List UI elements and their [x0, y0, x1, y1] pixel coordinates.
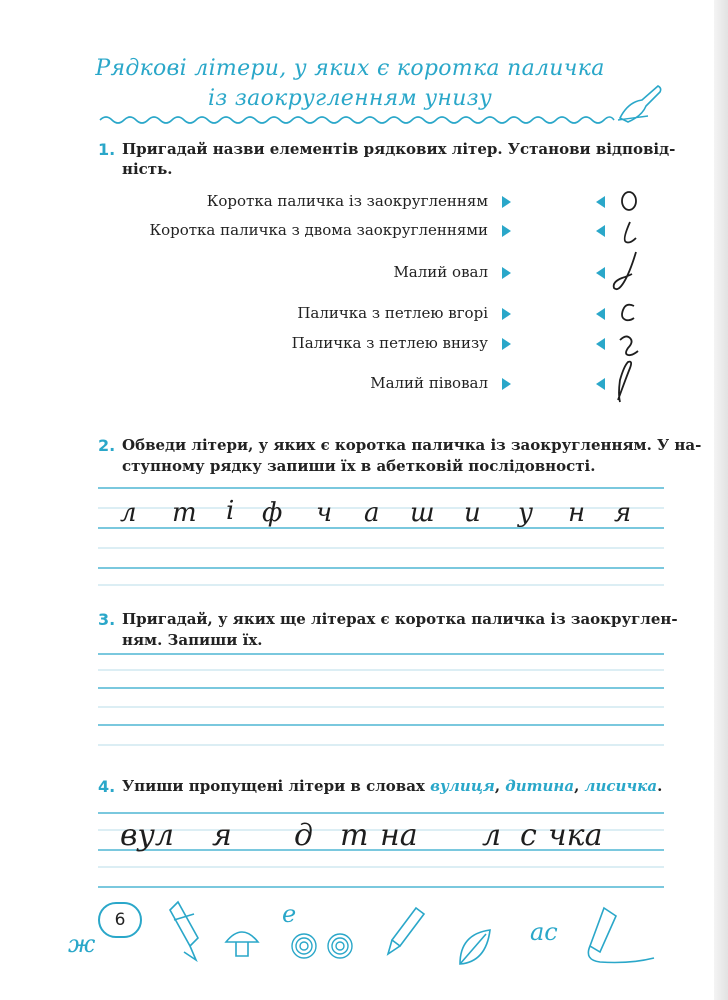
- task1-text-line2: ність.: [122, 160, 173, 178]
- task4-word-lysychka: лисичка: [584, 777, 658, 795]
- match-label-3: Малий овал: [393, 263, 488, 281]
- cursive-letter[interactable]: у: [518, 498, 534, 528]
- cursive-letter[interactable]: л: [120, 498, 137, 528]
- task3-text-line2: ням. Запиши їх.: [122, 631, 263, 649]
- cursive-letter[interactable]: т: [172, 498, 197, 528]
- cursive-letter[interactable]: ш: [410, 498, 435, 528]
- footer-decorations: [0, 880, 728, 1000]
- footer-letter-e: е: [282, 900, 297, 928]
- mushroom-icon: [226, 932, 258, 956]
- task1-number: 1.: [98, 140, 116, 159]
- footer-letter-zh: ж: [68, 930, 96, 958]
- script-word-part[interactable]: вул: [120, 818, 174, 853]
- cursive-letter[interactable]: я: [614, 498, 632, 528]
- pencil-icon: [388, 908, 424, 954]
- spiral-icon: [292, 934, 352, 958]
- script-word-part[interactable]: с: [520, 818, 537, 853]
- task2-number: 2.: [98, 436, 116, 455]
- script-word-part[interactable]: д: [294, 818, 314, 853]
- script-word-part[interactable]: л: [482, 818, 502, 853]
- page-title-line1: Рядкові літери, у яких є коротка паличка: [95, 56, 605, 81]
- task4-prefix: Упиши пропущені літери в словах: [122, 777, 425, 795]
- match-label-5: Паличка з петлею внизу: [291, 334, 488, 352]
- page-title-line2: із заокругленням унизу: [207, 86, 493, 111]
- task2-text-line1: Обведи літери, у яких є коротка паличка із заокругленням. У на-: [122, 436, 702, 454]
- page-number: 6: [98, 902, 142, 938]
- cursive-letter[interactable]: і: [226, 496, 235, 526]
- pen-nib-icon: [170, 902, 198, 960]
- task4-number: 4.: [98, 777, 116, 796]
- task4-word-dytyna: дитина: [505, 777, 575, 795]
- task2-text-line2: ступному рядку запиши їх в абетковій послідовності.: [122, 457, 596, 475]
- match-label-2: Коротка паличка з двома заокругленнями: [149, 221, 488, 239]
- script-word-part[interactable]: т: [340, 818, 369, 853]
- match-label-4: Паличка з петлею вгорі: [297, 304, 488, 322]
- cursive-letter[interactable]: ч: [316, 498, 333, 528]
- task4-text: [122, 775, 662, 797]
- task1-text-line1: Пригадай назви елементів рядкових літер. Установи відповід-: [122, 140, 676, 158]
- cursive-letter[interactable]: н: [568, 498, 586, 528]
- task3-text-line1: Пригадай, у яких ще літерах є коротка паличка із заокруглен-: [122, 610, 678, 628]
- leaf-icon: [460, 930, 490, 964]
- brush-icon: [588, 908, 654, 963]
- task4-comma: ,: [494, 777, 501, 795]
- cursive-letter[interactable]: а: [364, 498, 380, 528]
- script-word-part[interactable]: я: [212, 818, 232, 853]
- match-label-6: Малий півовал: [370, 374, 488, 392]
- task4-period: .: [657, 777, 663, 795]
- script-word-part[interactable]: чка: [548, 818, 603, 853]
- cursive-letter[interactable]: и: [464, 498, 481, 528]
- script-word-part[interactable]: на: [380, 818, 418, 853]
- match-label-1: Коротка паличка із заокругленням: [206, 192, 488, 210]
- footer-letters-as: ас: [530, 918, 558, 946]
- task3-number: 3.: [98, 610, 116, 629]
- task4-word-vulytsia: вулиця: [430, 777, 495, 795]
- task4-comma: ,: [574, 777, 580, 795]
- cursive-letter[interactable]: ф: [262, 498, 283, 528]
